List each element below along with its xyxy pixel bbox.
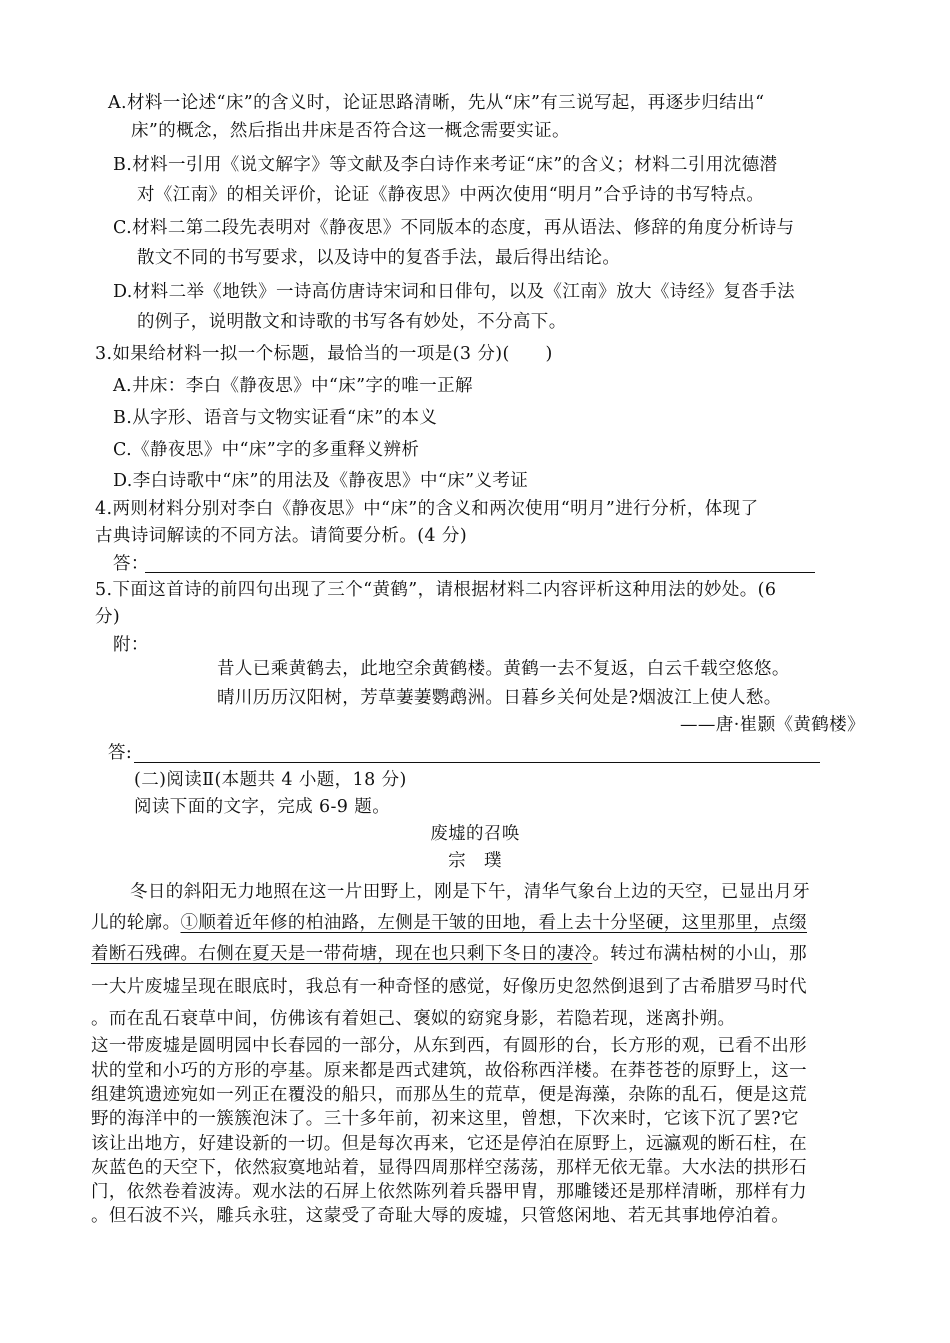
passage-line: 组建筑遗迹宛如一列正在覆没的船只，而那丛生的荒草，便是海藻，杂陈的乱石，便是这荒 — [91, 1085, 807, 1105]
passage-text: 儿的轮廓。 — [91, 913, 181, 933]
q4-stem-line1: 4.两则材料分别对李白《静夜思》中“床”的含义和两次使用“明月”进行分析，体现了 — [95, 499, 759, 519]
passage-line — [91, 911, 807, 935]
q5-appendix-label: 附： — [113, 635, 149, 655]
passage-line: 一大片废墟呈现在眼底时，我总有一种奇怪的感觉，好像历史忽然倒退到了古希腊罗马时代 — [91, 977, 807, 997]
passage-line: 该让出地方，好建设新的一切。但是每次再来，它还是停泊在原野上，远瀛观的断石柱，在 — [91, 1134, 807, 1154]
q5-answer-label: 答: — [108, 743, 133, 763]
passage-line: 灰蓝色的天空下，依然寂寞地站着，显得四周那样空荡荡，那样无依无靠。大水法的拱形石 — [91, 1158, 807, 1178]
passage-line: 状的堂和小巧的方形的亭基。原来都是西式建筑，故俗称西洋楼。在莽苍苍的原野上，这一 — [91, 1061, 807, 1081]
poem-source: ——唐·崔颢《黄鹤楼》 — [680, 715, 865, 735]
passage-line: 冬日的斜阳无力地照在这一片田野上，刚是下午，清华气象台上边的天空，已显出月牙 — [130, 882, 811, 902]
underlined-sentence-1-cont: 着断石残碑。右侧在夏天是一带荷塘，现在也只剩下冬日的凄冷 — [91, 944, 593, 964]
article-title: 废墟的召唤 — [430, 824, 520, 844]
section-header: (二)阅读Ⅱ(本题共 4 小题，18 分) — [134, 770, 407, 790]
passage-line: 。而在乱石衰草中间，仿佛该有着妲己、褒姒的窈窕身影，若隐若现，迷离扑朔。 — [91, 1009, 736, 1029]
q4-answer-label: 答： — [113, 554, 149, 574]
q4-stem-line2: 古典诗词解读的不同方法。请简要分析。(4 分) — [95, 526, 468, 546]
q5-answer-line[interactable] — [134, 762, 820, 763]
q3-option-d: D.李白诗歌中“床”的用法及《静夜思》中“床”义考证 — [113, 471, 529, 491]
passage-line: 这一带废墟是圆明园中长春园的一部分，从东到西，有圆形的台，长方形的观，已看不出形 — [91, 1036, 807, 1056]
passage-line: 。但石波不兴，雕兵永驻，这蒙受了奇耻大辱的废墟，只管悠闲地、若无其事地停泊着。 — [91, 1206, 790, 1226]
q2-option-d-line1: D.材料二举《地铁》一诗高仿唐诗宋词和日俳句，以及《江南》放大《诗经》复沓手法 — [113, 282, 796, 302]
q3-stem: 3.如果给材料一拟一个标题，最恰当的一项是(3 分)( ) — [95, 344, 553, 364]
passage-line: 门，依然卷着波涛。观水法的石屏上依然陈列着兵器甲胄，那雕镂还是那样清晰，那样有力 — [91, 1182, 807, 1202]
q5-stem-line1: 5.下面这首诗的前四句出现了三个“黄鹤”，请根据材料二内容评析这种用法的妙处。(6 — [95, 580, 777, 600]
q5-stem-line2: 分) — [95, 607, 121, 627]
passage-text: 。转过布满枯树的小山，那 — [592, 944, 808, 964]
q2-option-c-line1: C.材料二第二段先表明对《静夜思》不同版本的态度，再从语法、修辞的角度分析诗与 — [113, 218, 795, 238]
poem-line-1: 昔人已乘黄鹤去，此地空余黄鹤楼。黄鹤一去不复返，白云千载空悠悠。 — [217, 659, 790, 679]
q2-option-b-line2: 对《江南》的相关评价，论证《静夜思》中两次使用“明月”合乎诗的书写特点。 — [137, 185, 765, 205]
poem-line-2: 晴川历历汉阳树，芳草萋萋鹦鹉洲。日暮乡关何处是?烟波江上使人愁。 — [217, 688, 782, 708]
article-author: 宗 璞 — [448, 851, 502, 871]
q2-option-c-line2: 散文不同的书写要求，以及诗中的复沓手法，最后得出结论。 — [137, 248, 621, 268]
passage-line — [91, 942, 807, 966]
q3-option-a: A.井床：李白《静夜思》中“床”字的唯一正解 — [113, 376, 473, 396]
q3-option-b: B.从字形、语音与文物实证看“床”的本义 — [113, 408, 438, 428]
q4-answer-line[interactable] — [145, 572, 815, 573]
q2-option-a-line1: A.材料一论述“床”的含义时，论证思路清晰，先从“床”有三说写起，再逐步归结出“ — [108, 93, 765, 113]
q2-option-d-line2: 的例子，说明散文和诗歌的书写各有妙处，不分高下。 — [137, 312, 567, 332]
underlined-sentence-1: ①顺着近年修的柏油路，左侧是干皱的田地，看上去十分坚硬，这里那里，点缀 — [180, 913, 807, 933]
passage-line: 野的海洋中的一簇簇泡沫了。三十多年前，初来这里，曾想，下次来时，它该下沉了罢?它 — [91, 1109, 799, 1129]
q2-option-a-line2: 床”的概念，然后指出井床是否符合这一概念需要实证。 — [131, 121, 570, 141]
q2-option-b-line1: B.材料一引用《说文解字》等文献及李白诗作来考证“床”的含义；材料二引用沈德潜 — [113, 155, 778, 175]
section-instruction: 阅读下面的文字，完成 6-9 题。 — [134, 797, 391, 817]
q3-option-c: C.《静夜思》中“床”字的多重释义辨析 — [113, 440, 420, 460]
